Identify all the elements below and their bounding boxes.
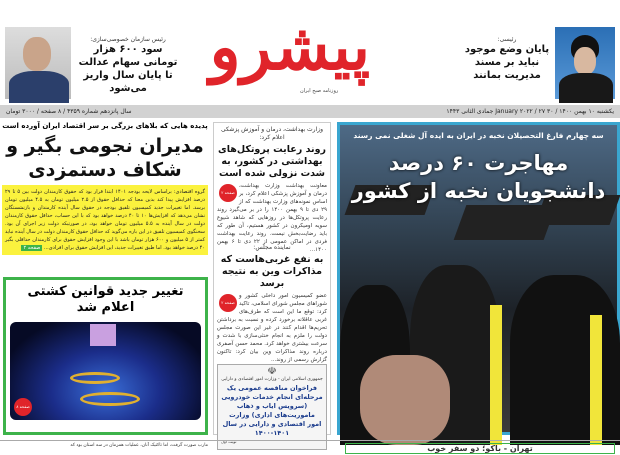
left-kicker: پدیده هایی که بلاهای بزرگی بر سر اقتصاد ایران آورده است <box>2 122 208 130</box>
sport-story[interactable] <box>3 277 208 435</box>
page-badge[interactable]: صفحه ۲ <box>219 184 237 202</box>
official-photo <box>5 27 71 99</box>
lead-story[interactable] <box>337 122 620 435</box>
story2-headline[interactable]: به نفع غربی‌هاست که مذاکرات وین به نتیجه برسد <box>220 254 324 289</box>
lead-headline: مهاجرت ۶۰ درصد دانشجویان نخبه از کشور <box>351 151 606 203</box>
header-left-story[interactable] <box>78 36 178 95</box>
tender-ad[interactable] <box>217 364 327 450</box>
left-body-text: گروه اقتصادی: براساس لایحه بودجه ۱۴۰۱ ابتدا قرار بود که حقوق کارمندان دولت بین ۵ تا ۲۹ درصد افزایش پیدا کند بدین معنا که حداقل حقوق از ۲.۵ میلیون تومان به ۴.۵ میلیون تومان برسد. اما تغییرات جدید کمیسیون تلفیق بودجه در حقوق سال آینده کارمندان و بازنشستگان نشان می‌دهد که افزایش‌ها ۱۰ تا ۴۰ درصد خواهد بود که با این حساب، حداقل حقوق کارمندان دولت در سال آینده به ۵.۵ میلیون تومان خواهد بود، در صورتیکه دولت زیر اجرای آن بود. سخنگوی کمیسیون تلفیق در این باره می‌گوید که حداقل حقوق کارمندان دولت در سال آینده نباید کمتر از ۵ میلیون و ۶۰۰ هزار تومان باشد با این وجود افزایش حقوق برای کارمندان حداقلی بگیر ۴۰ درصد خواهد بود. اما طبق تغییرات جدید، این افزایش حقوق برای افرادی... <box>5 189 206 251</box>
page-badge[interactable]: صفحه ۸ <box>14 398 32 416</box>
story2-body: عضو کمیسیون امور داخلی کشور و شوراهای مجلس شورای اسلامی، تاکید کرد: توقع ما این است که طرف‌های غربی عاقلانه برخورد کرده و نسبت به برداشتن تحریم‌ها اقدام کنند در غیر این صورت مجلس دولت را ملزم به انجام خنثی‌سازی با شدت و سرعت بیشتری خواهد کرد. محمد حسن آصفری درباره روند مذاکرات وین بیان کرد: تاکنون گزارش رسمی از روند... <box>217 293 327 363</box>
left-body <box>2 185 208 255</box>
ad-org: جمهوری اسلامی ایران - وزارت امور اقتصادی و دارایی <box>221 377 323 382</box>
header-right-kicker: رئیسی: <box>497 36 517 43</box>
left-story[interactable] <box>2 122 208 255</box>
ad-sub: نوبت اول <box>221 439 237 444</box>
page-badge[interactable]: صفحه ۲ <box>219 294 237 312</box>
newspaper-logo: پیشرو <box>209 10 370 85</box>
date-bar <box>0 105 620 118</box>
story2-kicker: نماینده مجلس: <box>253 244 291 251</box>
header-left-headline: سود ۶۰۰ هزار تومانی سهام عدالت تا پایان سال واریز می‌شود <box>78 44 178 94</box>
bottom-strip <box>0 440 620 455</box>
left-headline: مدیران نجومی بگیر و شکاف دستمزدی <box>6 135 204 181</box>
ad-headline: فراخوان مناقصه عمومی یک مرحله‌ای انجام خدمات خودرویی (سرویس ایاب و ذهاب ماموریت‌های اداری) وزارت امور اقتصادی و دارایی در سال ۱۴۰۱-۱۴۰۰ <box>221 384 323 437</box>
story1-body: معاونت بهداشت وزارت بهداشت، درمان و آموزش پزشکی اعلام کرد، بر اساس نمونه‌های وزارت بهداشت که از ۲۹ دی تا ۹ بهمن ۱۴۰۰ را در بر می‌گیرد روند رعایت پروتکل‌ها در روزهایی که شاهد شیوع سویه اومیکرون در کشور هستیم، آن طور که باید رضایت‌بخش نیست. روند رعایت بهداشت فردی در اماکن عمومی از ۲۲ دی تا ۶ بهمن ۱۴۰۰... <box>217 183 327 253</box>
wrestling-arena-photo <box>10 322 201 420</box>
header-left-kicker: رئیس سازمان خصوصی‌سازی: <box>90 36 166 43</box>
header-right-story[interactable] <box>462 36 552 82</box>
issue-info: سال پانزدهم شماره ۴۳۵۹ / ۸ صفحه / ۳۰۰۰ تومان <box>6 108 132 115</box>
lead-kicker: سه چهارم فارغ التحصیلان نخبه در ایران به ایده آل شغلی نمی رسند <box>353 131 604 140</box>
date-text: یکشنبه ۱۰ بهمن ۱۴۰۰ / ۳۰ January ۲۰۲۲ / ۲۷ جمادی الثانی ۱۴۴۳ <box>446 108 614 115</box>
president-photo <box>555 27 615 99</box>
story1-headline[interactable]: روند رعایت پروتکل‌های بهداشتی در کشور، به شدت نزولی شده است <box>217 144 326 179</box>
middle-column <box>213 122 331 444</box>
bottom-right-headline[interactable]: تهران - باکو؛ دو سفر خوب <box>345 443 615 454</box>
tagline: روزنامه صبح ایران <box>300 88 339 94</box>
header-right-headline: پایان وضع موجود نباید بر مسند مدیریت بمانند <box>464 44 550 81</box>
sport-headline: تغییر جدید قوانین کشتی اعلام شد <box>27 284 184 315</box>
page-badge[interactable]: صفحه ۲ <box>23 245 41 251</box>
bottom-left-text: مارب صورت گرفت، اما تاکتیک آنان، عملیات همزمان در سه استان بود که <box>70 443 208 448</box>
emblem-icon: ☫ <box>267 366 277 377</box>
story1-kicker: وزارت بهداشت، درمان و آموزش پزشکی اعلام کرد: <box>220 126 324 141</box>
